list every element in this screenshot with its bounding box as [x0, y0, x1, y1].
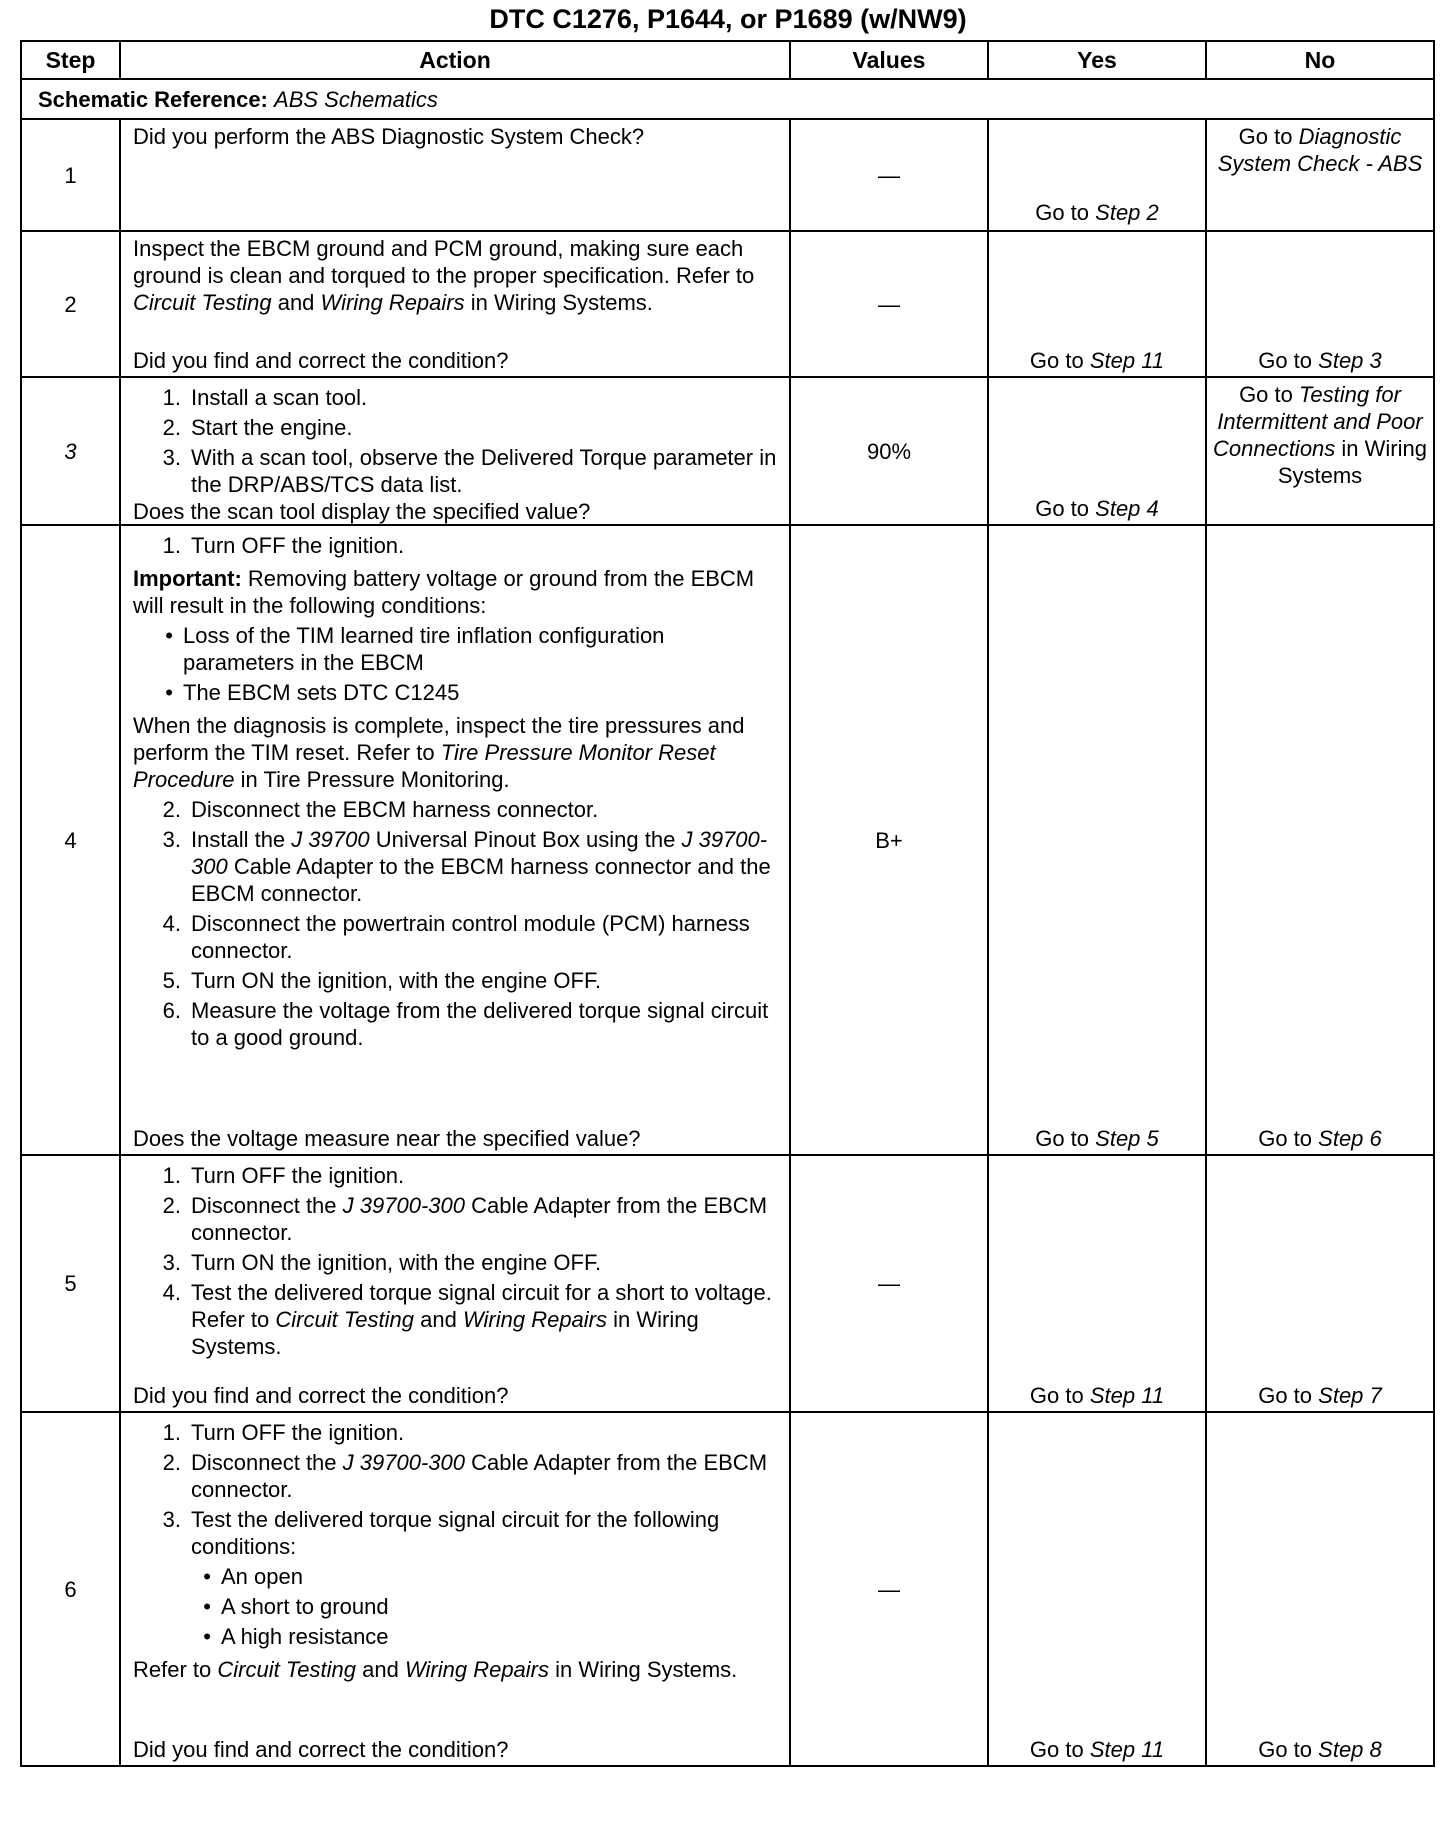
list-item: 2. Disconnect the J 39700-300 Cable Adapter from the EBCM connector.	[162, 1193, 768, 1245]
yes-action[interactable]: Go to Step 5	[1035, 1126, 1159, 1151]
list-item: 1. Turn OFF the ignition.	[162, 1163, 405, 1188]
list-item: • A short to ground	[203, 1594, 389, 1619]
values-cell	[790, 231, 988, 377]
header-values: Values	[790, 41, 988, 79]
yes-action[interactable]: Go to Step 11	[1029, 348, 1165, 373]
list-item: 2. Disconnect the EBCM harness connector.	[162, 797, 599, 822]
schematic-reference-row	[21, 79, 1434, 119]
action-cell	[120, 1155, 790, 1412]
question: Does the voltage measure near the specified value?	[133, 1126, 641, 1151]
list-item: 3. With a scan tool, observe the Delivered Torque parameter in the DRP/ABS/TCS data list.	[162, 445, 777, 497]
wiring-repairs-link[interactable]: Wiring Repairs	[404, 1657, 550, 1682]
step-number: 5	[21, 1155, 120, 1412]
question: Did you find and correct the condition?	[133, 348, 509, 373]
action-cell	[120, 377, 790, 525]
question: Does the scan tool display the specified value?	[133, 499, 591, 524]
wiring-repairs-link[interactable]: Wiring Repairs	[320, 290, 465, 315]
step-number: 3	[21, 377, 120, 525]
list-item: 3. Test the delivered torque signal circuit for the following conditions:	[162, 1507, 720, 1559]
yes-action[interactable]: Go to Step 4	[1035, 496, 1159, 521]
circuit-testing-link[interactable]: Circuit Testing	[275, 1307, 414, 1332]
value-text: —	[878, 162, 900, 188]
no-action[interactable]: Go to Step 6	[1258, 1126, 1382, 1151]
yes-cell	[988, 377, 1206, 525]
value-text: —	[878, 1576, 900, 1602]
list-item: 4. Test the delivered torque signal circuit for a short to voltage. Refer to Circuit Testing and Wiring Repairs in Wiring Systems.	[162, 1280, 772, 1359]
no-action[interactable]: Go to Step 3	[1258, 348, 1382, 373]
circuit-testing-link[interactable]: Circuit Testing	[133, 290, 272, 315]
circuit-testing-link[interactable]: Circuit Testing	[217, 1657, 356, 1682]
schematic-link[interactable]: ABS Schematics	[274, 86, 438, 112]
list-item: 1. Turn OFF the ignition.	[162, 1420, 405, 1445]
no-cell	[1206, 231, 1434, 377]
table-row-step-5	[21, 1155, 1434, 1412]
action-cell	[120, 119, 790, 231]
yes-cell	[988, 119, 1206, 231]
yes-action[interactable]: Go to Step 11	[1029, 1737, 1165, 1762]
table-row-step-3	[21, 377, 1434, 525]
action-cell	[120, 1412, 790, 1766]
list-item: 5. Turn ON the ignition, with the engine OFF.	[162, 968, 602, 993]
values-cell	[790, 1412, 988, 1766]
table-row-step-2	[21, 231, 1434, 377]
instruction: Inspect the EBCM ground and PCM ground, making sure each ground is clean and torqued to the proper specification. Refer to Circuit Testing and Wiring Repairs in Wiring Systems.	[133, 236, 755, 315]
values-cell	[790, 119, 988, 231]
header-yes: Yes	[988, 41, 1206, 79]
tpm-reset-link[interactable]: Tire Pressure Monitor Reset Procedure	[133, 740, 716, 792]
values-cell	[790, 525, 988, 1155]
no-action[interactable]: Go to Testing for Intermittent and Poor Connections in Wiring Systems	[1212, 382, 1427, 488]
list-item: 4. Disconnect the powertrain control module (PCM) harness connector.	[162, 911, 750, 963]
values-cell	[790, 377, 988, 525]
action-cell	[120, 525, 790, 1155]
value-text: —	[878, 291, 900, 317]
no-cell	[1206, 1412, 1434, 1766]
step-number: 2	[21, 231, 120, 377]
yes-cell	[988, 1155, 1206, 1412]
no-cell	[1206, 119, 1434, 231]
values-cell	[790, 1155, 988, 1412]
table-row-step-6	[21, 1412, 1434, 1766]
value-text: B+	[875, 827, 903, 853]
value-text: —	[878, 1271, 900, 1296]
yes-cell	[988, 525, 1206, 1155]
no-action[interactable]: Go to Step 8	[1258, 1737, 1382, 1762]
table-header-row	[21, 41, 1434, 79]
list-item: 1. Install a scan tool.	[162, 385, 368, 410]
no-action[interactable]: Go to Step 7	[1258, 1383, 1382, 1408]
list-item: • An open	[203, 1564, 303, 1589]
list-item: 2. Disconnect the J 39700-300 Cable Adapter from the EBCM connector.	[162, 1450, 768, 1502]
no-action[interactable]: Go to Diagnostic System Check - ABS	[1217, 124, 1423, 176]
no-cell	[1206, 1155, 1434, 1412]
step-number: 6	[21, 1412, 120, 1766]
list-item: • A high resistance	[203, 1624, 389, 1649]
yes-action[interactable]: Go to Step 2	[1035, 200, 1159, 225]
schematic-label: Schematic Reference:	[38, 86, 268, 112]
schematic-reference	[21, 79, 1434, 119]
list-item: 2. Start the engine.	[162, 415, 353, 440]
yes-action[interactable]: Go to Step 11	[1029, 1383, 1165, 1408]
page-title: DTC C1276, P1644, or P1689 (w/NW9)	[489, 4, 967, 34]
question: Did you perform the ABS Diagnostic System Check?	[133, 124, 645, 149]
diagnostic-table	[20, 40, 1435, 1767]
important-note: Important: Removing battery voltage or ground from the EBCM will result in the following conditions:	[133, 566, 755, 618]
list-item: • The EBCM sets DTC C1245	[165, 680, 460, 705]
table-row-step-1	[21, 119, 1434, 231]
question: Did you find and correct the condition?	[133, 1383, 509, 1408]
instruction: When the diagnosis is complete, inspect the tire pressures and perform the TIM reset. Refer to Tire Pressure Monitor Reset Procedure in Tire Pressure Monitoring.	[133, 713, 745, 792]
list-item: 6. Measure the voltage from the delivered torque signal circuit to a good ground.	[162, 998, 769, 1050]
step-number: 4	[21, 525, 120, 1155]
header-step: Step	[21, 41, 120, 79]
list-item: 1. Turn OFF the ignition.	[162, 533, 405, 558]
step-number: 1	[21, 119, 120, 231]
list-item: • Loss of the TIM learned tire inflation configuration parameters in the EBCM	[165, 623, 665, 675]
list-item: 3. Install the J 39700 Universal Pinout Box using the J 39700-300 Cable Adapter to the EBCM harness connector and the EBCM connector.	[162, 827, 771, 906]
header-no: No	[1206, 41, 1434, 79]
action-cell	[120, 231, 790, 377]
list-item: 3. Turn ON the ignition, with the engine OFF.	[162, 1250, 602, 1275]
question: Did you find and correct the condition?	[133, 1737, 509, 1762]
no-cell	[1206, 525, 1434, 1155]
yes-cell	[988, 231, 1206, 377]
value-text: 90%	[866, 438, 912, 464]
instruction: Refer to Circuit Testing and Wiring Repairs in Wiring Systems.	[133, 1657, 738, 1682]
no-cell	[1206, 377, 1434, 525]
header-action: Action	[120, 41, 790, 79]
yes-cell	[988, 1412, 1206, 1766]
table-row-step-4	[21, 525, 1434, 1155]
wiring-repairs-link[interactable]: Wiring Repairs	[462, 1307, 608, 1332]
